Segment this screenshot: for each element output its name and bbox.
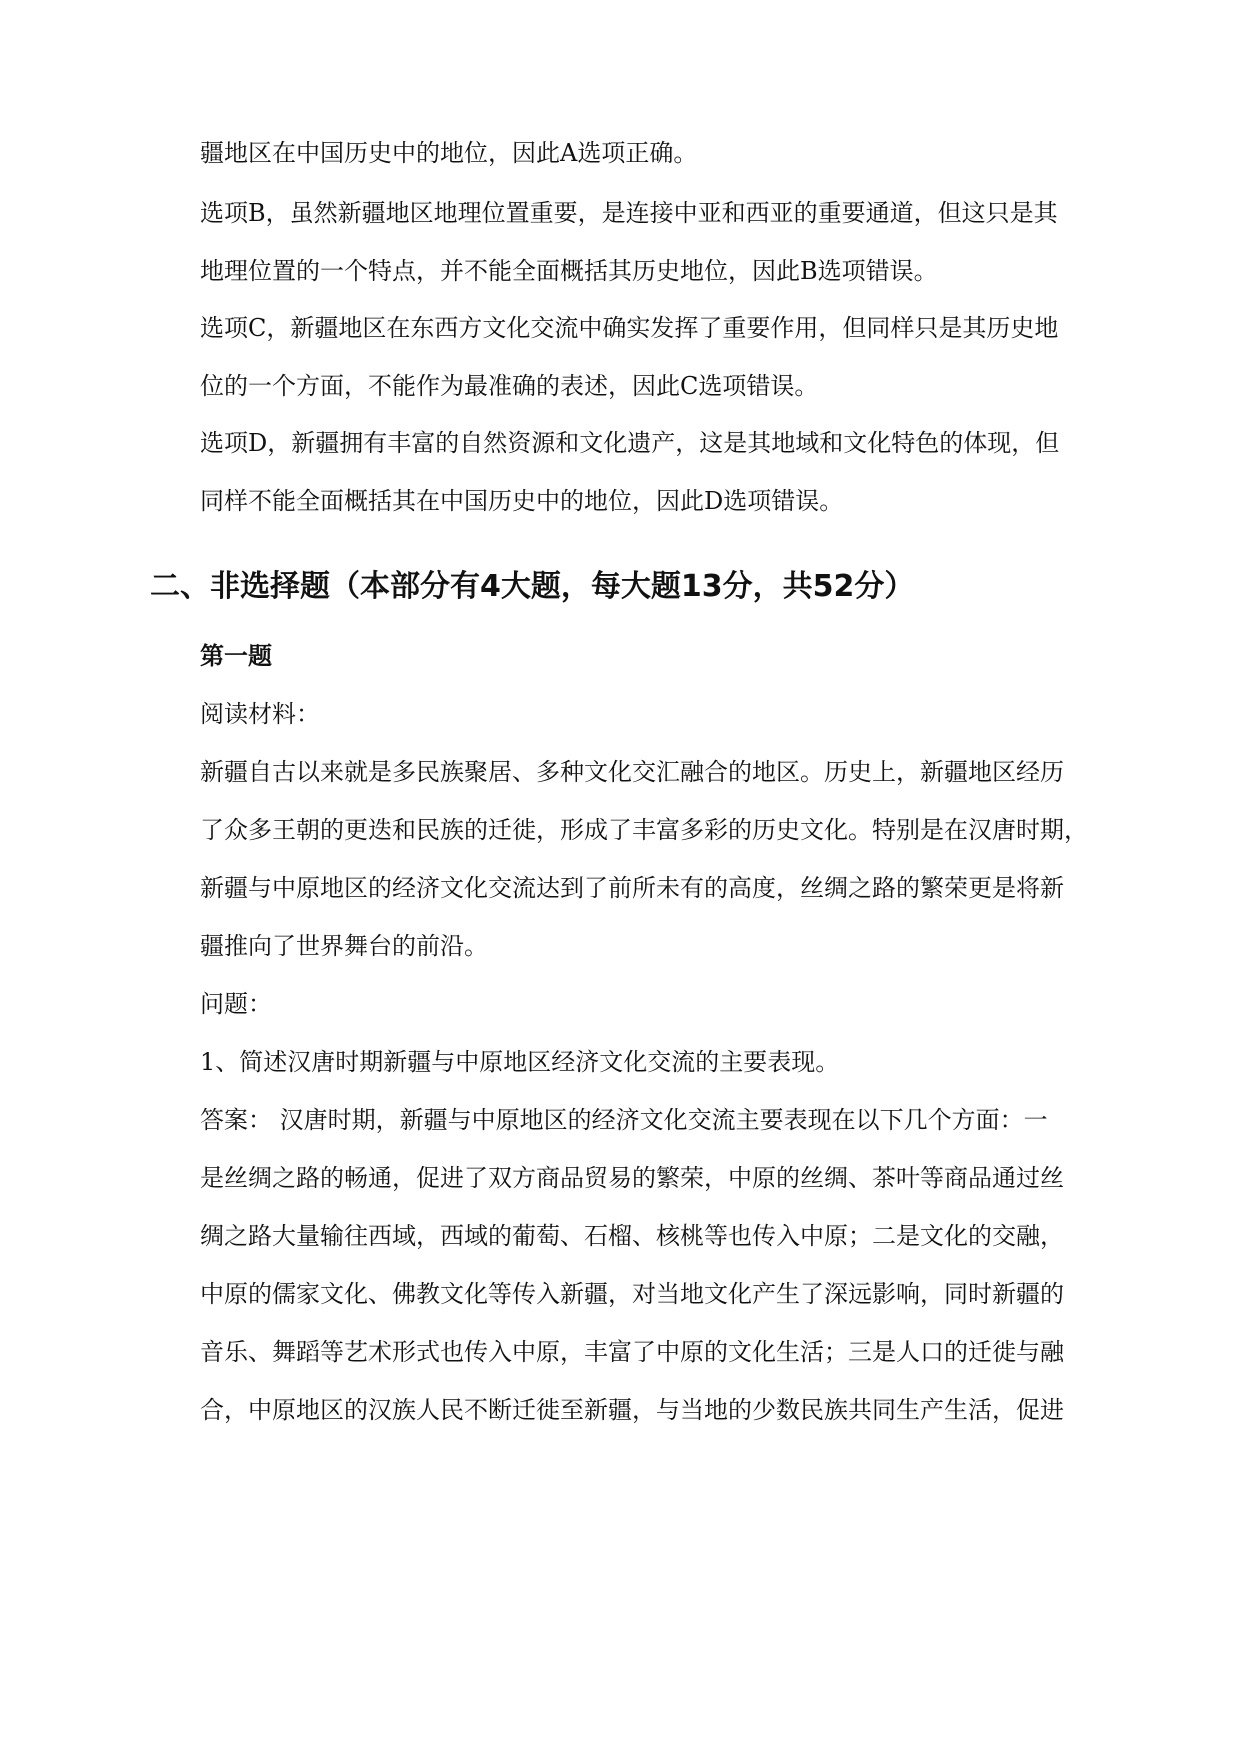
material-line-4: 疆推向了世界舞台的前沿。 (200, 932, 488, 960)
answer-line-1: 答案： 汉唐时期，新疆与中原地区的经济文化交流主要表现在以下几个方面：一 (200, 1106, 1048, 1134)
section-heading: 二、非选择题（本部分有4大题，每大题13分，共52分） (150, 569, 915, 604)
option-b-line-2: 地理位置的一个特点，并不能全面概括其历史地位，因此B选项错误。 (200, 257, 938, 285)
answer-line-3: 绸之路大量输往西域，西域的葡萄、石榴、核桃等也传入中原；二是文化的交融， (200, 1222, 1064, 1250)
text-line: 疆地区在中国历史中的地位，因此A选项正确。 (200, 139, 698, 167)
option-d-line-2: 同样不能全面概括其在中国历史中的地位，因此D选项错误。 (200, 487, 844, 515)
answer-line-5: 音乐、舞蹈等艺术形式也传入中原，丰富了中原的文化生活；三是人口的迁徙与融 (200, 1338, 1064, 1366)
option-b-line-1: 选项B，虽然新疆地区地理位置重要，是连接中亚和西亚的重要通道，但这只是其 (200, 199, 1058, 227)
option-c-line-1: 选项C，新疆地区在东西方文化交流中确实发挥了重要作用，但同样只是其历史地 (200, 314, 1059, 342)
option-c-line-2: 位的一个方面，不能作为最准确的表述，因此C选项错误。 (200, 372, 819, 400)
material-line-3: 新疆与中原地区的经济文化交流达到了前所未有的高度，丝绸之路的繁荣更是将新 (200, 874, 1064, 902)
question-1: 1、简述汉唐时期新疆与中原地区经济文化交流的主要表现。 (200, 1048, 840, 1076)
read-material-label: 阅读材料： (200, 700, 320, 728)
answer-line-4: 中原的儒家文化、佛教文化等传入新疆，对当地文化产生了深远影响，同时新疆的 (200, 1280, 1064, 1308)
material-line-1: 新疆自古以来就是多民族聚居、多种文化交汇融合的地区。历史上，新疆地区经历 (200, 758, 1064, 786)
option-d-line-1: 选项D，新疆拥有丰富的自然资源和文化遗产，这是其地域和文化特色的体现，但 (200, 429, 1060, 457)
question-title: 第一题 (200, 642, 272, 670)
material-line-2: 了众多王朝的更迭和民族的迁徙，形成了丰富多彩的历史文化。特别是在汉唐时期， (200, 816, 1088, 844)
answer-line-6: 合，中原地区的汉族人民不断迁徙至新疆，与当地的少数民族共同生产生活，促进 (200, 1396, 1064, 1424)
question-label: 问题： (200, 990, 272, 1018)
answer-line-2: 是丝绸之路的畅通，促进了双方商品贸易的繁荣，中原的丝绸、茶叶等商品通过丝 (200, 1164, 1064, 1192)
